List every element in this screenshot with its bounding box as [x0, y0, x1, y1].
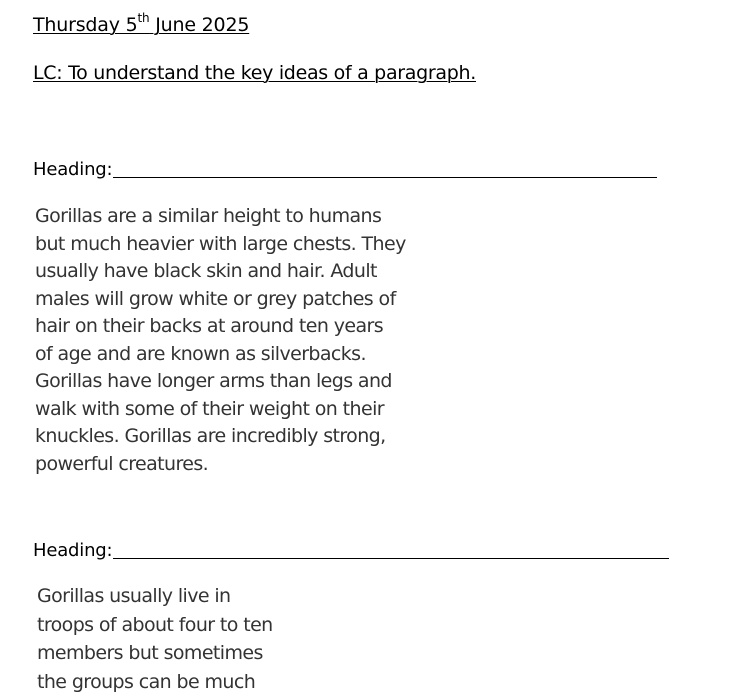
heading-answer-line-2[interactable] [33, 535, 669, 561]
date-month-year: June 2025 [149, 14, 250, 36]
heading-label-1: Heading: [33, 159, 113, 180]
paragraph-line: but much heavier with large chests. They [35, 232, 406, 255]
paragraph-line: the groups can be much [37, 670, 256, 693]
paragraph-line: walk with some of their weight on their [35, 397, 384, 420]
paragraph-line: Gorillas have longer arms than legs and [35, 370, 392, 392]
paragraph-line: males will grow white or grey patches of [35, 287, 396, 310]
heading-label-2: Heading: [33, 540, 113, 561]
heading-write-line-2[interactable] [113, 558, 669, 559]
learning-challenge: LC: To understand the key ideas of a paragraph. [33, 62, 476, 84]
paragraph-line: Gorillas usually live in [37, 585, 231, 607]
paragraph-line: usually have black skin and hair. Adult [35, 260, 377, 282]
heading-write-line-1[interactable] [113, 177, 657, 178]
heading-answer-line-1[interactable] [33, 154, 657, 180]
paragraph-line: powerful creatures. [35, 452, 209, 475]
paragraph-line: troops of about four to ten [37, 613, 273, 636]
paragraph-line: hair on their backs at around ten years [35, 315, 384, 337]
date-heading [33, 11, 250, 36]
date-ordinal-suffix: th [137, 11, 150, 25]
paragraph-2 [37, 582, 273, 696]
paragraph-line: knuckles. Gorillas are incredibly strong, [35, 425, 386, 447]
date-prefix: Thursday 5 [33, 14, 138, 36]
paragraph-line: of age and are known as silverbacks. [35, 342, 366, 365]
paragraph-1 [35, 203, 406, 478]
paragraph-line: Gorillas are a similar height to humans [35, 205, 382, 227]
paragraph-line: members but sometimes [37, 642, 263, 664]
